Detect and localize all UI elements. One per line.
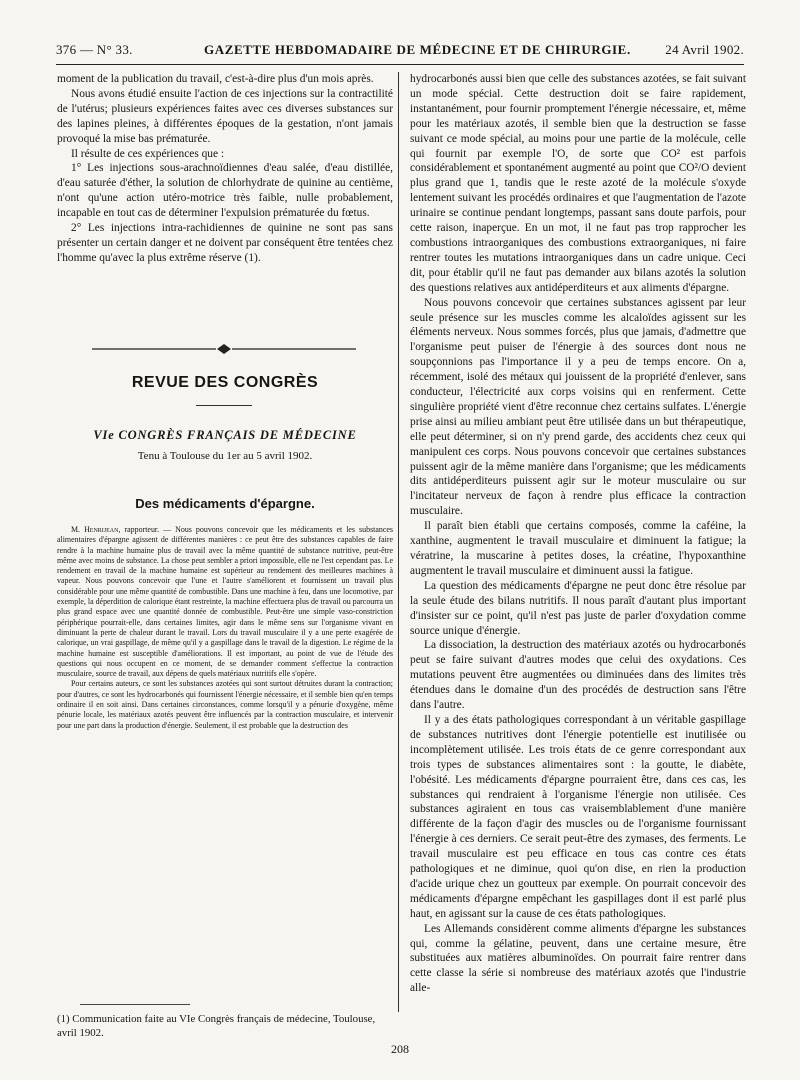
paragraph: Pour certains auteurs, ce sont les substances azotées qui sont surtout détruites durant la contraction; pour d'autres, ce sont les hydrocarbonés qui fournissent l'énergie nécessaire, et il semble bien qu'en temps ordinaire il en soit ainsi. Dans certaines circonstances, comme lorsqu'il y a pénurie d'oxygène, même pénurie locale, les matériaux azotés peuvent être influencés par la contraction musculaire, et intervenir pour une part dans la production d'énergie. Seulement, il est probable que la destruction des: [57, 679, 393, 730]
paragraph: hydrocarbonés aussi bien que celle des substances azotées, se fait suivant un mode spécial. Cette destruction doit se faire rapidement, instantanément, pour fournir promptement l'énergie nécessaire, et, même pour les matériaux azotés, il semble bien que la destruction se fasse suivant ce mode spécial, au moins pour une partie de la molécule, celle qui fournit par exemple l'O, de sorte que CO² est parfois considérablement et spontanément augmenté au point que CO²/O devient plus grand que 1, tandis que le reste azoté de la molécule s'oxyde lentement suivant les procédés ordinaires et que l'augmentation de l'azote urinaire se continue pendant longtemps, passant sans doute parfois, pour cette raison, inaperçue. En un mot, il ne faut pas trop rapprocher les combustions intraorganiques des combustions extraorganiques, ni faire rentrer toutes les mutations intraorganiques dans un cadre unique. Ceci dit, pour établir qu'il ne faut pas demander aux bilans azotés la solution des questions relatives aux antidéperditeurs et aux aliments d'épargne.: [410, 73, 746, 294]
left-column: [57, 72, 393, 266]
header-rule: [56, 64, 744, 65]
paragraph: La dissociation, la destruction des matériaux azotés ou hydrocarbonés peut se faire suivant d'autres modes que celui des oxydations. Ces mutations peuvent être augmentées ou diminuées dans des limites très étendues dans le domaine d'un des procédés de destruction sans l'être dans l'autre.: [410, 639, 746, 712]
column-divider: [398, 72, 399, 1012]
congress-subtitle: Tenu à Toulouse du 1er au 5 avril 1902.: [137, 450, 313, 462]
header-journal-title: GAZETTE HEBDOMADAIRE DE MÉDECINE ET DE CHIRURGIE.: [204, 42, 631, 57]
congress-title: VIe CONGRÈS FRANÇAIS DE MÉDECINE: [93, 428, 357, 442]
section-title: REVUE DES CONGRÈS: [131, 374, 319, 391]
running-header: [56, 42, 744, 62]
paragraph-text: rapporteur. — Nous pouvons concevoir que les médicaments et les substances alimentaires d'épargne agissent de différentes manières : ce peut être des substances capables de faire rendre à la machine humaine plus de travail avec la même quantité de substance nutritive, peut-être même avec moins de substance. La chose peut sembler a priori impossible, elle ne l'est cependant pas. Le rendement en travail de la machine humaine est supérieur au rendement des meilleures machines à vapeur. Nous pouvons concevoir que l'une et l'autre s'améliorent et fournissent un travail plus considérable pour une même quantité de combustible. Dans une machine à feu, dans une locomotive, par exemple, la déperdition de calorique étant restreinte, la machine effectuera plus de travail ou parcourra un plus grand espace avec une quantité donnée de combustible. Peut-être une simple vaso-constriction périphérique pourrait-elle, dans certaines limites, agir dans le même sens sur l'organisme vivant en diminuant la perte de chaleur durant le travail. Lors du travail musculaire il y a une perte exagérée de calorique, un vrai gaspillage, de même qu'il y a gaspillage dans le travail de la digestion. Le régime de la machine humaine est susceptible d'améliorations. Il est important, au point de vue de l'étude des questions qui nous occupent en ce moment, de se demander comment s'effectue la contraction musculaire, source de travail, aux dépens de quels matériaux nutritifs elle s'opère.: [57, 525, 394, 679]
paragraph: [57, 525, 393, 679]
footnote-rule: [80, 1004, 190, 1005]
ornament-divider: [92, 343, 356, 355]
paragraph: 2° Les injections intra-rachidiennes de quinine ne sont pas sans présenter un certain danger et ne doivent par conséquent être tentées chez l'homme qu'avec la plus extrême réserve (1).: [57, 222, 393, 264]
header-issue: 376 — N° 33.: [56, 42, 133, 57]
section-rule: [196, 405, 252, 406]
left-column-body: [57, 525, 393, 731]
talk-title: Des médicaments d'épargne.: [135, 496, 315, 511]
paragraph: moment de la publication du travail, c'est-à-dire plus d'un mois après.: [57, 73, 374, 85]
paragraph: 1° Les injections sous-arachnoïdiennes d'eau salée, d'eau distillée, d'eau saturée d'éther, la solution de chlorhydrate de quinine au centième, n'ont qu'une action utéro-motrice très faible, nulle probablement, incapable en tout cas de déterminer l'expulsion prématurée du fœtus.: [57, 162, 393, 220]
paragraph: Nous pouvons concevoir que certaines substances agissent par leur seule présence sur les muscles comme les alcaloïdes agissent sur les éléments nerveux. Nous sommes forcés, plus que jamais, d'admettre que l'organisme peut puiser de l'énergie à des sources dont nous ne soupçonnions pas l'importance il y a peu de temps encore. On a, récemment, isolé des métaux qui jouissent de la propriété d'enlever, sans conducteur, l'électricité aux corps voisins qui en renferment. Cette singulière propriété vient d'être reconnue chez certains sulfates. L'énergie prise ainsi au milieu ambiant peut être utilisée dans un but thérapeutique, elle peut déterminer, si on n'y prend garde, des accidents chez ceux qui manipulent ces corps. Nous pouvons concevoir que certaines substances puissent agir de la même manière dans l'organisme; que les médicaments dits antidéperditeurs puissent agir sur le moteur musculaire ou sur l'incitateur nerveux de façon à rendre plus efficace la contraction musculaire.: [410, 296, 746, 518]
paragraph: Les Allemands considèrent comme aliments d'épargne les substances qui, comme la gélatine, peuvent, dans une certaine mesure, être substituées aux matières albuminoïdes. On pourrait faire rentrer dans cette classe la série si nombreuse des matériaux azotés que l'industrie alle-: [410, 922, 746, 995]
paragraph: Il paraît bien établi que certains composés, comme la caféine, la xanthine, augmentent le travail musculaire et diminuent la fatigue; la vératrine, la muscarine à petites doses, la créatine, l'hypoxanthine augmentent le travail musculaire et diminuent aussi la fatigue.: [410, 520, 746, 577]
paragraph: Nous avons étudié ensuite l'action de ces injections sur la contractilité de l'utérus; plusieurs expériences faites avec ces diverses substances sur des lapines pleines, à différentes époques de la gestation, n'ont jamais provoqué la mise bas prématurée.: [57, 87, 393, 145]
header-date: 24 Avril 1902.: [665, 42, 744, 57]
footnote: (1) Communication faite au VIe Congrès français de médecine, Toulouse, avril 1902.: [57, 1013, 376, 1039]
paragraph: La question des médicaments d'épargne ne peut donc être résolue par la seule étude des bilans nutritifs. Il nous paraît d'autant plus important d'insister sur ce point, qu'il n'est pas juste de parler d'oxydation comme source unique d'énergie.: [410, 579, 746, 637]
page-number: 208: [391, 1042, 409, 1056]
speaker-name: M. Henrijean,: [71, 525, 121, 534]
paragraph: Il résulte de ces expériences que :: [71, 147, 225, 160]
right-column: [410, 72, 746, 996]
paragraph: Il y a des états pathologiques correspondant à un véritable gaspillage de substances nutritives dont l'énergie potentielle est inutilisée ou incomplètement utilisée. Les trois états de ce genre correspondant aux trois types de substances alimentaires sont : la goutte, le diabète, l'obésité. Les médicaments d'épargne pourraient être, dans ces cas, les substances qui rendraient à l'organisme l'énergie non utilisée. Ces substances agiraient en tous cas vraisemblablement d'une manière différente de la façon d'agir des muscles ou de l'organisme fournissant l'énergie à ces derniers. Ce serait peut-être des zymases, des ferments. Le travail musculaire est peu efficace en tous cas contre ces états pathologiques et ne diminue, quoi qu'on dise, en rien la production d'acide urique chez un goutteux par exemple. On pourrait concevoir des médicaments d'épargne empêchant les gaspillages dont il est parlé plus haut, en agissant sur la cause de ces états pathologiques.: [410, 713, 746, 920]
